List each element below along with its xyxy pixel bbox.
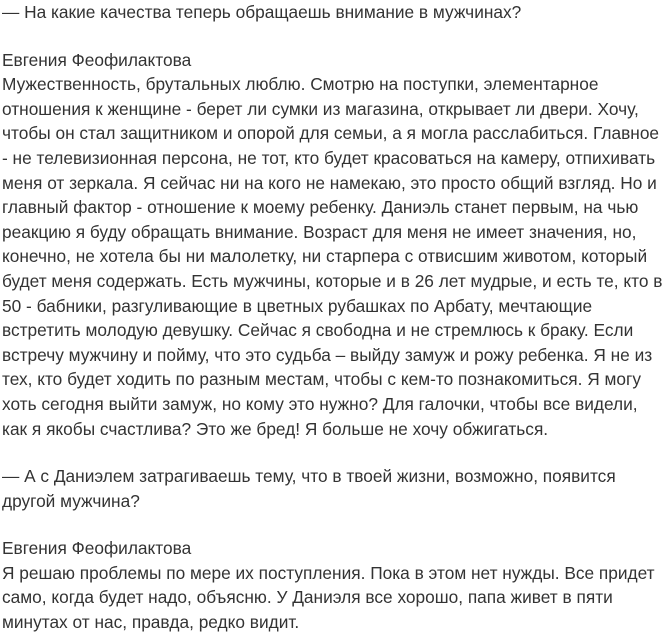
interview-answer: Мужественность, брутальных люблю. Смотрю на поступки, элементарное отношения к женщине - берет ли сумки из магазина, открывает ли двери. Хочу, чтобы он стал защитником и опорой для семьи, а я могла расслабиться. Главное - не телевизионная персона, не тот, кто будет красоваться на камеру, отпихивать меня от зеркала. Я сейчас ни на кого не намекаю, это просто общий взгляд. Но и главный фактор - отношение к моему ребенку. Даниэль станет первым, на чью реакцию я буду обращать внимание. Возраст для меня не имеет значения, но, конечно, не хотела бы ни малолетку, ни старпера с отвисшим животом, который будет меня содержать. Есть мужчины, которые и в 26 лет мудрые, и есть те, кто в 50 - бабники, разгуливающие в цветных рубашках по Арбату, мечтающие встретить молодую девушку. Сейчас я свободна и не стремлюсь к браку. Если встречу мужчину и пойму, что это судьба – выйду замуж и рожу ребенка. Я не из тех, кто будет ходить по разным местам, чтобы с кем-то познакомиться. Я могу хоть сегодня выйти замуж, но кому это нужно? Для галочки, чтобы все видели, как я якобы счастлива? Это же бред! Я больше не хочу обжигаться. bbox=[2, 74, 663, 439]
speaker-name: Евгения Феофилактова bbox=[2, 538, 192, 559]
speaker-name: Евгения Феофилактова bbox=[2, 49, 192, 70]
interview-question: — А с Даниэлем затрагиваешь тему, что в твоей жизни, возможно, появится другой мужчина? bbox=[2, 466, 616, 511]
interview-answer: Я решаю проблемы по мере их поступления. Пока в этом нет нужды. Все придет само, когда будет надо, объясню. У Даниэля все хорошо, папа живет в пяти минутах от нас, правда, редко видит. bbox=[2, 562, 655, 633]
interview-question: — На какие качества теперь обращаешь внимание в мужчинах? bbox=[2, 2, 522, 22]
